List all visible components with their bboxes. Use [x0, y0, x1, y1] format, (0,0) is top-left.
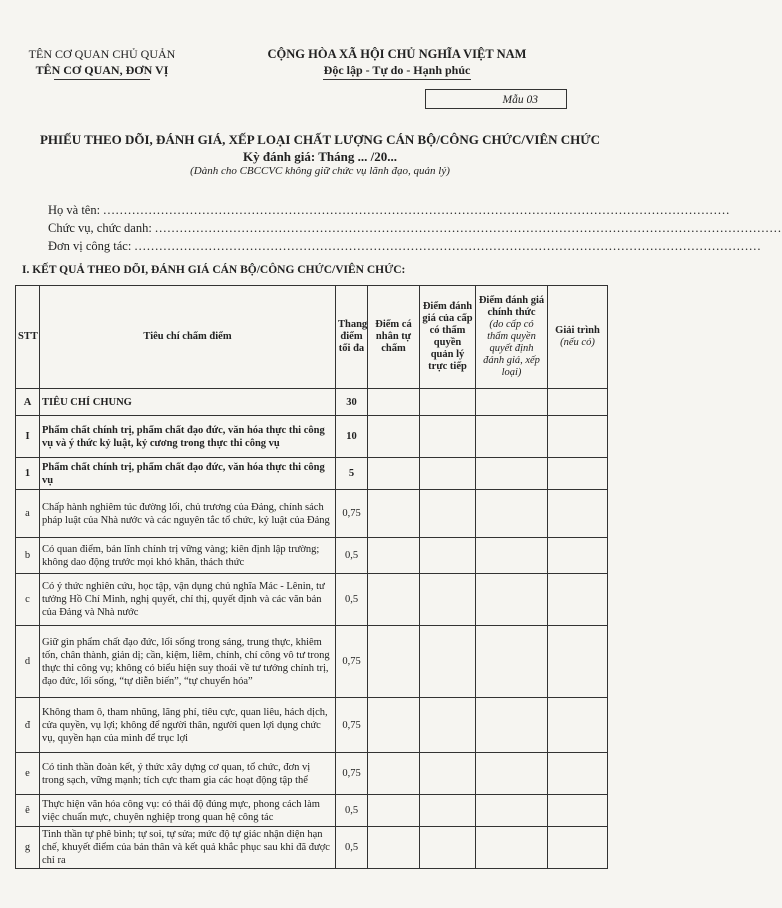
row-official-score-cell[interactable] [476, 827, 548, 869]
row-self-score-cell[interactable] [368, 626, 420, 698]
row-explain-cell[interactable] [548, 416, 608, 458]
row-max-score: 0,75 [336, 698, 368, 753]
position-dots: ........................................................................................................................................................ [154, 221, 782, 235]
row-criteria: Có ý thức nghiên cứu, học tập, vận dụng chủ nghĩa Mác - Lênin, tư tưởng Hồ Chí Minh, nghị quyết, chỉ thị, quyết định và các văn bản của Đảng và Nhà nước [40, 574, 336, 626]
header-stt: STT [16, 286, 40, 389]
row-manager-score-cell[interactable] [420, 626, 476, 698]
unit-dots: ........................................................................................................................................................ [134, 239, 762, 253]
row-self-score-cell[interactable] [368, 795, 420, 827]
row-official-score-cell[interactable] [476, 490, 548, 538]
row-criteria: Có tinh thần đoàn kết, ý thức xây dựng cơ quan, tổ chức, đơn vị trong sạch, vững mạnh; tích cực tham gia các hoạt động tập thể [40, 753, 336, 795]
row-official-score-cell[interactable] [476, 416, 548, 458]
row-self-score-cell[interactable] [368, 389, 420, 416]
agency-header [22, 46, 182, 80]
row-explain-cell[interactable] [548, 753, 608, 795]
table-row [16, 490, 608, 538]
name-field[interactable] [48, 203, 731, 218]
row-criteria: Không tham ô, tham nhũng, lãng phí, tiêu cực, quan liêu, hách dịch, cửa quyền, vụ lợi; không để người thân, người quen lợi dụng chức vụ, quyền hạn của mình để trục lợi [40, 698, 336, 753]
row-explain-cell[interactable] [548, 626, 608, 698]
agency-parent: TÊN CƠ QUAN CHỦ QUẢN [28, 47, 176, 61]
header-official-label: Điểm đánh giá chính thức [478, 295, 545, 318]
row-official-score-cell[interactable] [476, 753, 548, 795]
table-row [16, 753, 608, 795]
evaluation-table [15, 285, 608, 869]
row-manager-score-cell[interactable] [420, 795, 476, 827]
row-manager-score-cell[interactable] [420, 458, 476, 490]
row-max-score: 0,5 [336, 827, 368, 869]
row-max-score: 10 [336, 416, 368, 458]
row-stt: đ [16, 698, 40, 753]
table-row [16, 389, 608, 416]
header-official-score [476, 286, 548, 389]
row-criteria: TIÊU CHÍ CHUNG [40, 389, 336, 416]
table-body [16, 389, 608, 869]
row-max-score: 5 [336, 458, 368, 490]
row-stt: A [16, 389, 40, 416]
header-explain [548, 286, 608, 389]
row-self-score-cell[interactable] [368, 416, 420, 458]
row-manager-score-cell[interactable] [420, 574, 476, 626]
row-criteria: Chấp hành nghiêm túc đường lối, chủ trương của Đảng, chính sách pháp luật của Nhà nước và các nguyên tắc tổ chức, kỷ luật của Đảng [40, 490, 336, 538]
row-explain-cell[interactable] [548, 538, 608, 574]
table-row [16, 698, 608, 753]
row-stt: c [16, 574, 40, 626]
row-criteria: Giữ gìn phẩm chất đạo đức, lối sống trong sáng, trung thực, khiêm tốn, chân thành, giản dị; cần, kiệm, liêm, chính, chí công vô tư trong thực thi công vụ; không có biểu hiện suy thoái về tư tưởng chính trị, đạo đức, lối sống, “tự diễn biến”, “tự chuyển hóa” [40, 626, 336, 698]
row-official-score-cell[interactable] [476, 458, 548, 490]
row-official-score-cell[interactable] [476, 626, 548, 698]
position-label: Chức vụ, chức danh: [48, 221, 152, 235]
header-criteria: Tiêu chí chấm điểm [40, 286, 336, 389]
unit-label: Đơn vị công tác: [48, 239, 132, 253]
row-manager-score-cell[interactable] [420, 753, 476, 795]
row-official-score-cell[interactable] [476, 538, 548, 574]
table-row [16, 574, 608, 626]
row-max-score: 0,75 [336, 490, 368, 538]
row-self-score-cell[interactable] [368, 538, 420, 574]
form-title: PHIẾU THEO DÕI, ĐÁNH GIÁ, XẾP LOẠI CHẤT LƯỢNG CÁN BỘ/CÔNG CHỨC/VIÊN CHỨC [39, 132, 600, 147]
row-manager-score-cell[interactable] [420, 698, 476, 753]
header-max-score: Thang điểm tối đa [336, 286, 368, 389]
row-max-score: 0,5 [336, 795, 368, 827]
row-explain-cell[interactable] [548, 458, 608, 490]
row-explain-cell[interactable] [548, 795, 608, 827]
position-field[interactable] [48, 221, 782, 236]
row-self-score-cell[interactable] [368, 490, 420, 538]
agency-underline [54, 79, 150, 80]
row-criteria: Phẩm chất chính trị, phẩm chất đạo đức, văn hóa thực thi công vụ [40, 458, 336, 490]
row-self-score-cell[interactable] [368, 574, 420, 626]
table-header-row [16, 286, 608, 389]
row-criteria: Thực hiện văn hóa công vụ: có thái độ đúng mực, phong cách làm việc chuẩn mực, chuyên nghiệp trong quan hệ công tác [40, 795, 336, 827]
header-self-score: Điểm cá nhân tự chấm [368, 286, 420, 389]
name-dots: ........................................................................................................................................................ [103, 203, 731, 217]
evaluation-period: Kỳ đánh giá: Tháng ... /20... [242, 149, 397, 164]
row-self-score-cell[interactable] [368, 458, 420, 490]
unit-field[interactable] [48, 239, 762, 254]
row-manager-score-cell[interactable] [420, 538, 476, 574]
agency-name: TÊN CƠ QUAN, ĐƠN VỊ [35, 63, 169, 77]
row-criteria: Có quan điểm, bản lĩnh chính trị vững vàng; kiên định lập trường; không dao động trước mọi khó khăn, thách thức [40, 538, 336, 574]
nation-name: CỘNG HÒA XÃ HỘI CHỦ NGHĨA VIỆT NAM [267, 47, 527, 61]
row-explain-cell[interactable] [548, 389, 608, 416]
row-max-score: 0,5 [336, 538, 368, 574]
row-stt: I [16, 416, 40, 458]
row-max-score: 0,5 [336, 574, 368, 626]
row-official-score-cell[interactable] [476, 795, 548, 827]
row-official-score-cell[interactable] [476, 574, 548, 626]
row-self-score-cell[interactable] [368, 827, 420, 869]
table-row [16, 538, 608, 574]
row-manager-score-cell[interactable] [420, 389, 476, 416]
nation-header [252, 46, 542, 80]
row-explain-cell[interactable] [548, 827, 608, 869]
row-manager-score-cell[interactable] [420, 416, 476, 458]
row-explain-cell[interactable] [548, 490, 608, 538]
row-stt: e [16, 753, 40, 795]
row-self-score-cell[interactable] [368, 698, 420, 753]
row-manager-score-cell[interactable] [420, 827, 476, 869]
row-max-score: 30 [336, 389, 368, 416]
header-explain-label: Giải trình [555, 325, 600, 336]
row-manager-score-cell[interactable] [420, 490, 476, 538]
header-manager-score: Điểm đánh giá của cấp có thẩm quyền quản lý trực tiếp [420, 286, 476, 389]
row-official-score-cell[interactable] [476, 698, 548, 753]
row-max-score: 0,75 [336, 753, 368, 795]
row-explain-cell[interactable] [548, 574, 608, 626]
form-note: (Dành cho CBCCVC không giữ chức vụ lãnh đạo, quản lý) [190, 165, 450, 177]
name-label: Họ và tên: [48, 203, 101, 217]
motto: Độc lập - Tự do - Hạnh phúc [323, 63, 471, 77]
row-stt: a [16, 490, 40, 538]
table-row [16, 626, 608, 698]
row-stt: b [16, 538, 40, 574]
row-criteria: Tinh thần tự phê bình; tự soi, tự sửa; mức độ tự giác nhận diện hạn chế, khuyết điểm của bản thân và kết quả khắc phục sau khi đã được chỉ ra [40, 827, 336, 869]
motto-underline [323, 79, 471, 80]
section-title: I. KẾT QUẢ THEO DÕI, ĐÁNH GIÁ CÁN BỘ/CÔNG CHỨC/VIÊN CHỨC: [22, 264, 406, 276]
table-row [16, 827, 608, 869]
row-max-score: 0,75 [336, 626, 368, 698]
header-explain-note: (nếu có) [560, 337, 595, 348]
row-official-score-cell[interactable] [476, 389, 548, 416]
row-stt: ê [16, 795, 40, 827]
row-self-score-cell[interactable] [368, 753, 420, 795]
header-official-note: (do cấp có thẩm quyền quyết định đánh giá, xếp loại) [483, 319, 540, 378]
row-explain-cell[interactable] [548, 698, 608, 753]
row-stt: d [16, 626, 40, 698]
table-row [16, 416, 608, 458]
row-criteria: Phẩm chất chính trị, phẩm chất đạo đức, văn hóa thực thi công vụ và ý thức kỷ luật, kỷ cương trong thực thi công vụ [40, 416, 336, 458]
row-stt: g [16, 827, 40, 869]
table-row [16, 458, 608, 490]
form-code-box: Mẫu 03 [425, 89, 567, 109]
table-row [16, 795, 608, 827]
row-stt: 1 [16, 458, 40, 490]
